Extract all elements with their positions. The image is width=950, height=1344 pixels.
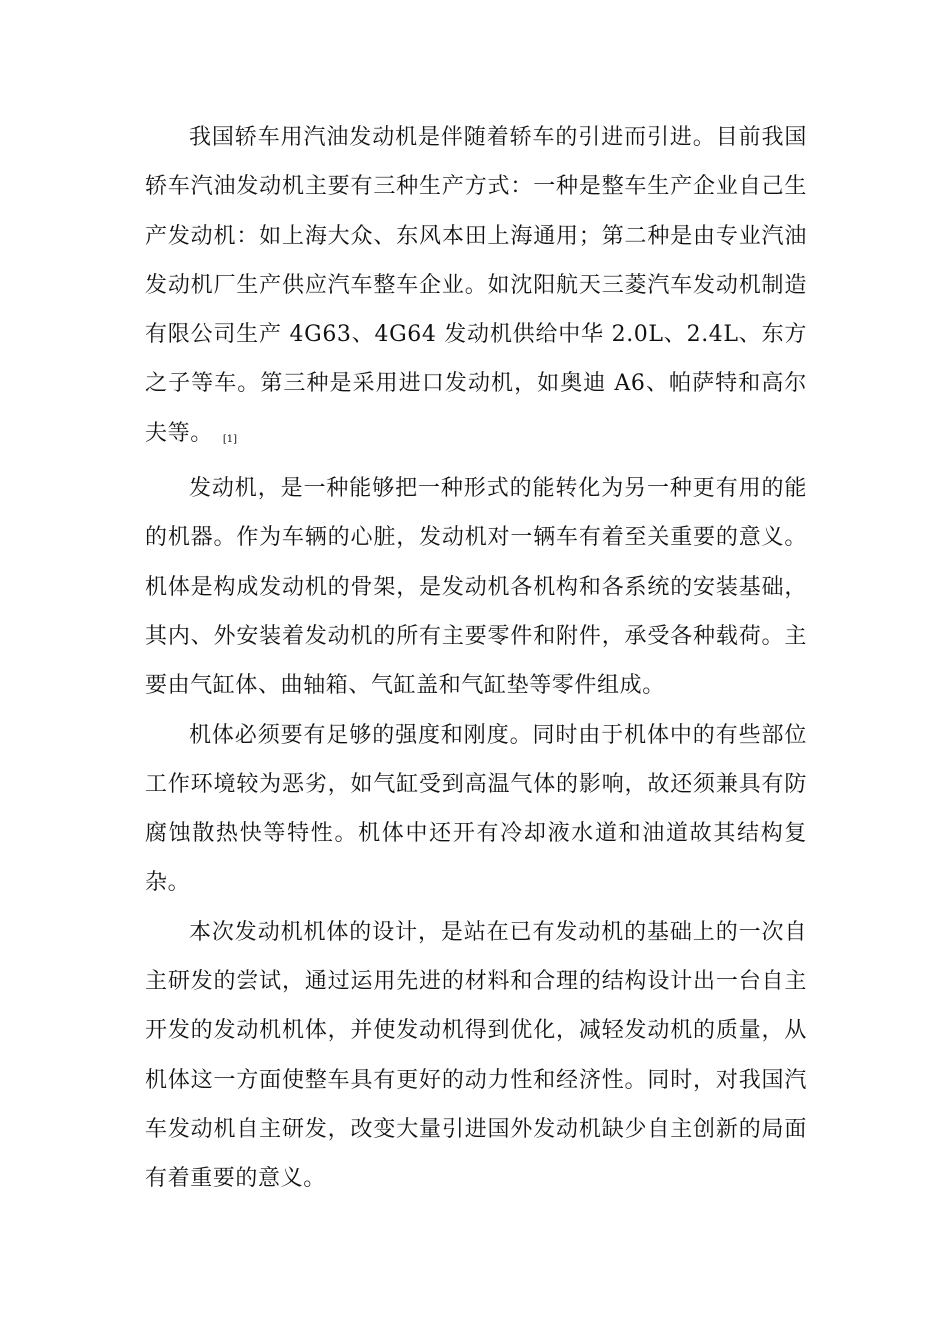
paragraph-1 — [145, 113, 807, 464]
paragraph-2: 发动机，是一种能够把一种形式的能转化为另一种更有用的能的机器。作为车辆的心脏，发动机对一辆车有着至关重要的意义。机体是构成发动机的骨架，是发动机各机构和各系统的安装基础，其内、外安装着发动机的所有主要零件和附件，承受各种载荷。主要由气缸体、曲轴箱、气缸盖和气缸垫等零件组成。 — [145, 476, 807, 699]
paragraph-4: 本次发动机机体的设计，是站在已有发动机的基础上的一次自主研发的尝试，通过运用先进的材料和合理的结构设计出一台自主开发的发动机机体，并使发动机得到优化，减轻发动机的质量，从机体这一方面使整车具有更好的动力性和经济性。同时，对我国汽车发动机自主研发，改变大量引进国外发动机缺少自主创新的局面有着重要的意义。 — [145, 919, 807, 1192]
citation-marker: [1] — [222, 433, 237, 445]
paragraph-3: 机体必须要有足够的强度和刚度。同时由于机体中的有些部位工作环境较为恶劣，如气缸受到高温气体的影响，故还须兼具有防腐蚀散热快等特性。机体中还开有冷却液水道和油道故其结构复杂。 — [145, 722, 807, 896]
paragraph-1-text: 我国轿车用汽油发动机是伴随着轿车的引进而引进。目前我国轿车汽油发动机主要有三种生产方式：一种是整车生产企业自己生产发动机：如上海大众、东风本田上海通用；第二种是由专业汽油发动机厂生产供应汽车整车企业。如沈阳航天三菱汽车发动机制造有限公司生产 4G63、4G64 发动机供给中华 2.0L、2.4L、东方之子等车。第三种是采用进口发动机，如奥迪 A6、帕萨特和高尔夫等。 — [145, 125, 807, 446]
document-body — [145, 113, 807, 1204]
